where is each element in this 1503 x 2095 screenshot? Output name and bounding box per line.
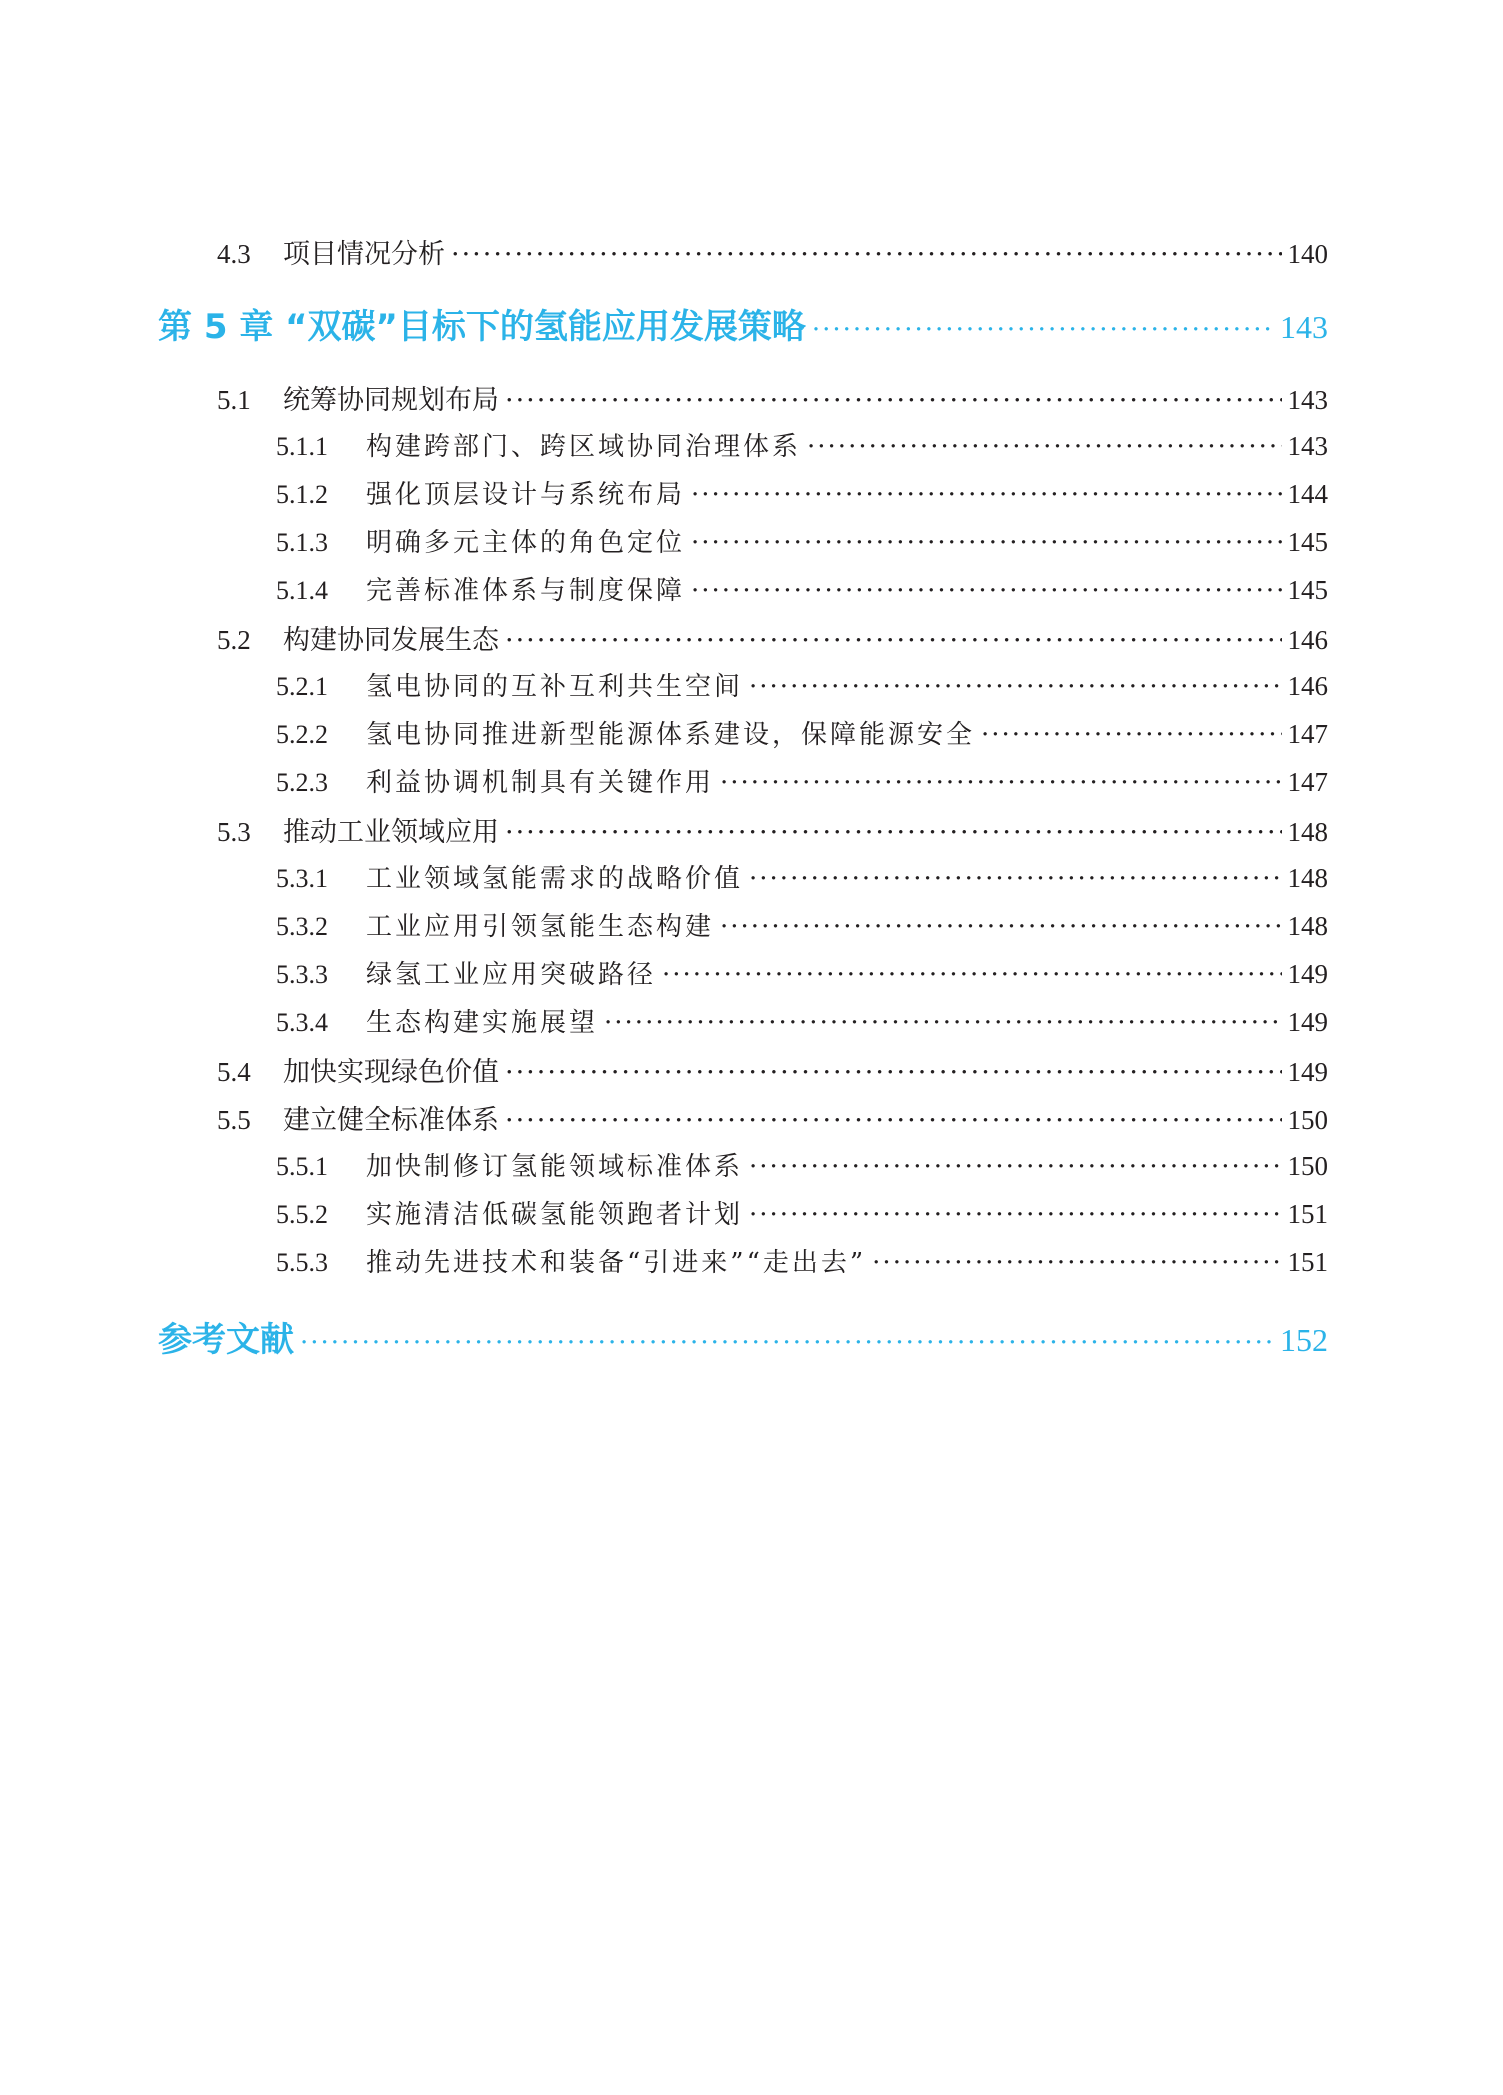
subsection-title: 氢电协同的互补互利共生空间 xyxy=(366,672,744,702)
toc-entry-5-3-2[interactable] xyxy=(276,906,1328,943)
subsection-number: 5.3.3 xyxy=(276,960,328,989)
page-number: 145 xyxy=(1287,575,1328,605)
toc-entry-5-2-3[interactable] xyxy=(276,762,1328,799)
subsection-title: 完善标准体系与制度保障 xyxy=(366,576,686,606)
subsection-number: 5.1.4 xyxy=(276,576,328,605)
dot-leader xyxy=(505,1105,1282,1136)
toc-entry-5-3-1[interactable] xyxy=(276,858,1328,895)
dot-leader xyxy=(691,480,1281,510)
subsection-number: 5.1.1 xyxy=(276,432,328,461)
page-number: 148 xyxy=(1287,817,1328,847)
section-number: 5.2 xyxy=(217,625,251,655)
dot-leader xyxy=(720,912,1281,942)
subsection-title: 氢电协同推进新型能源体系建设，保障能源安全 xyxy=(366,720,976,750)
subsection-title: 绿氢工业应用突破路径 xyxy=(366,960,657,990)
dot-leader xyxy=(505,1057,1282,1088)
page-number: 148 xyxy=(1287,863,1328,893)
page-number: 152 xyxy=(1280,1322,1328,1358)
subsection-number: 5.2.1 xyxy=(276,672,328,701)
page-number: 143 xyxy=(1287,385,1328,415)
page-number: 148 xyxy=(1287,911,1328,941)
dot-leader xyxy=(505,385,1282,416)
subsection-title: 工业领域氢能需求的战略价值 xyxy=(366,864,744,894)
subsection-title: 强化顶层设计与系统布局 xyxy=(366,480,686,510)
dot-leader xyxy=(812,315,1274,345)
dot-leader xyxy=(505,817,1282,848)
dot-leader xyxy=(691,528,1281,558)
toc-entry-5-3-4[interactable] xyxy=(276,1002,1328,1039)
dot-leader xyxy=(662,960,1281,990)
subsection-title: 生态构建实施展望 xyxy=(366,1008,599,1038)
page-number: 151 xyxy=(1287,1199,1328,1229)
toc-entry-5-2-2[interactable] xyxy=(276,714,1328,751)
section-title: 构建协同发展生态 xyxy=(283,625,499,656)
page-number: 143 xyxy=(1287,431,1328,461)
toc-entry-5-3[interactable] xyxy=(217,810,1328,849)
dot-leader xyxy=(872,1248,1281,1278)
page-number: 140 xyxy=(1287,239,1328,269)
section-title: 建立健全标准体系 xyxy=(283,1105,499,1136)
page-number: 151 xyxy=(1287,1247,1328,1277)
subsection-number: 5.1.2 xyxy=(276,480,328,509)
dot-leader xyxy=(749,1200,1281,1230)
page-number: 146 xyxy=(1287,671,1328,701)
dot-leader xyxy=(807,432,1281,462)
section-number: 5.4 xyxy=(217,1057,251,1087)
toc-entry-5-5[interactable] xyxy=(217,1098,1328,1137)
section-title: 推动工业领域应用 xyxy=(283,817,499,848)
page-number: 147 xyxy=(1287,719,1328,749)
subsection-number: 5.3.1 xyxy=(276,864,328,893)
dot-leader xyxy=(604,1008,1281,1038)
dot-leader xyxy=(300,1328,1274,1358)
toc-entry-chapter-5[interactable] xyxy=(158,299,1328,348)
subsection-number: 5.5.3 xyxy=(276,1248,328,1277)
dot-leader xyxy=(749,864,1281,894)
section-number: 5.5 xyxy=(217,1105,251,1135)
subsection-title: 推动先进技术和装备“引进来”“走出去” xyxy=(366,1248,867,1278)
toc-entry-5-1-4[interactable] xyxy=(276,570,1328,607)
subsection-title: 实施清洁低碳氢能领跑者计划 xyxy=(366,1200,744,1230)
subsection-title: 工业应用引领氢能生态构建 xyxy=(366,912,715,942)
dot-leader xyxy=(451,239,1282,270)
toc-entry-5-1-3[interactable] xyxy=(276,522,1328,559)
page-number: 149 xyxy=(1287,1007,1328,1037)
dot-leader xyxy=(691,576,1281,606)
toc-entry-5-3-3[interactable] xyxy=(276,954,1328,991)
dot-leader xyxy=(981,720,1281,750)
section-number: 5.3 xyxy=(217,817,251,847)
dot-leader xyxy=(749,1152,1281,1182)
toc-entry-5-2-1[interactable] xyxy=(276,666,1328,703)
page-number: 146 xyxy=(1287,625,1328,655)
section-number: 5.1 xyxy=(217,385,251,415)
subsection-number: 5.5.1 xyxy=(276,1152,328,1181)
chapter-title: 第 5 章 “双碳”目标下的氢能应用发展策略 xyxy=(158,307,806,347)
page-number: 149 xyxy=(1287,959,1328,989)
section-number: 4.3 xyxy=(217,239,251,269)
toc-entry-5-4[interactable] xyxy=(217,1050,1328,1089)
toc-entry-5-5-1[interactable] xyxy=(276,1146,1328,1183)
subsection-number: 5.5.2 xyxy=(276,1200,328,1229)
page-number: 149 xyxy=(1287,1057,1328,1087)
subsection-title: 明确多元主体的角色定位 xyxy=(366,528,686,558)
section-title: 加快实现绿色价值 xyxy=(283,1057,499,1088)
dot-leader xyxy=(749,672,1281,702)
page-number: 147 xyxy=(1287,767,1328,797)
subsection-title: 构建跨部门、跨区域协同治理体系 xyxy=(366,432,802,462)
toc-entry-5-5-3[interactable] xyxy=(276,1242,1328,1279)
page-number: 150 xyxy=(1287,1151,1328,1181)
toc-entry-5-1-1[interactable] xyxy=(276,426,1328,463)
toc-entry-5-1[interactable] xyxy=(217,378,1328,417)
subsection-number: 5.2.3 xyxy=(276,768,328,797)
subsection-number: 5.1.3 xyxy=(276,528,328,557)
page-number: 144 xyxy=(1287,479,1328,509)
section-title: 项目情况分析 xyxy=(283,239,445,270)
toc-entry-references[interactable] xyxy=(158,1312,1328,1361)
dot-leader xyxy=(720,768,1281,798)
section-title: 统筹协同规划布局 xyxy=(283,385,499,416)
subsection-number: 5.3.4 xyxy=(276,1008,328,1037)
subsection-number: 5.2.2 xyxy=(276,720,328,749)
subsection-title: 加快制修订氢能领域标准体系 xyxy=(366,1152,744,1182)
toc-entry-4-3[interactable] xyxy=(217,232,1328,271)
page-number: 145 xyxy=(1287,527,1328,557)
page-number: 143 xyxy=(1280,309,1328,345)
toc-entry-5-1-2[interactable] xyxy=(276,474,1328,511)
subsection-title: 利益协调机制具有关键作用 xyxy=(366,768,715,798)
toc-entry-5-5-2[interactable] xyxy=(276,1194,1328,1231)
chapter-title: 参考文献 xyxy=(158,1320,294,1360)
dot-leader xyxy=(505,625,1282,656)
subsection-number: 5.3.2 xyxy=(276,912,328,941)
toc-entry-5-2[interactable] xyxy=(217,618,1328,657)
page-number: 150 xyxy=(1287,1105,1328,1135)
